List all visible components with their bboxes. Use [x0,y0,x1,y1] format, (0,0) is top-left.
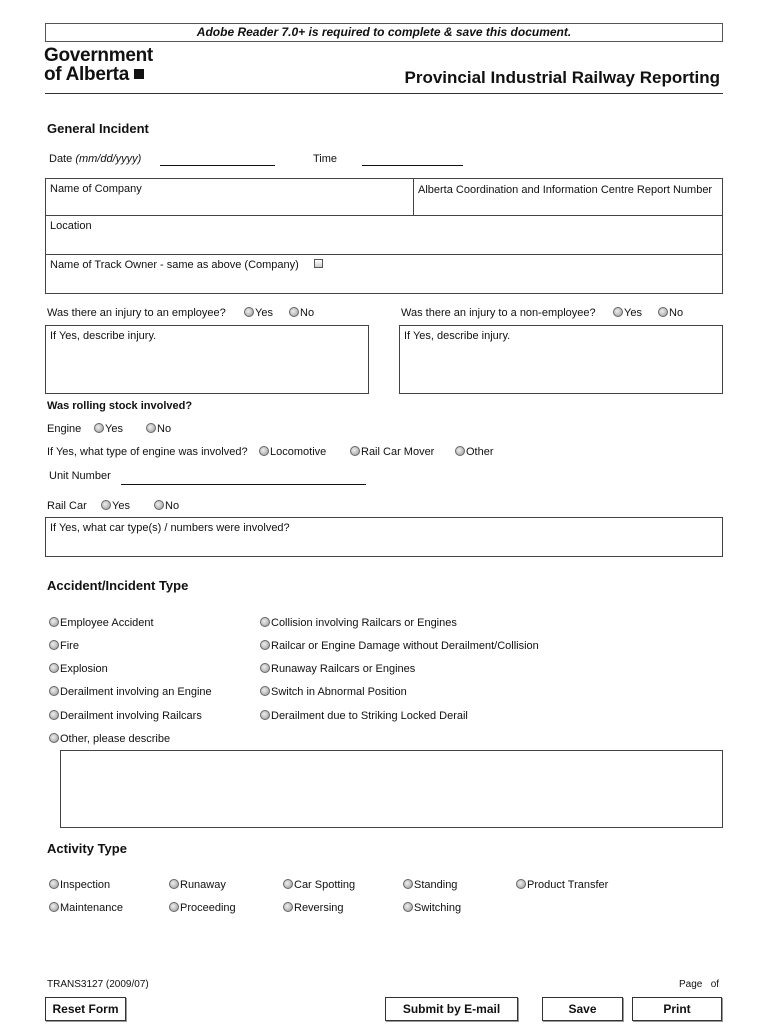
track-owner-field[interactable] [45,254,723,294]
location-field[interactable] [45,215,723,255]
time-input[interactable] [362,165,463,166]
incident-explosion-radio[interactable]: Explosion [49,663,108,675]
non-employee-injury-question: Was there an injury to a non-employee? [401,307,596,319]
government-of-alberta-logo [44,46,153,84]
adobe-reader-notice: Adobe Reader 7.0+ is required to complete & save this document. [45,23,723,42]
submit-by-email-button[interactable]: Submit by E-mail [385,997,518,1021]
activity-reversing-radio[interactable]: Reversing [283,902,344,914]
same-as-company-checkbox[interactable] [314,259,323,268]
save-button[interactable]: Save [542,997,623,1021]
report-number-label: Alberta Coordination and Information Centre Report Number [418,184,713,196]
incident-other-radio[interactable]: Other, please describe [49,733,170,745]
engine-type-rail-car-mover-radio[interactable]: Rail Car Mover [350,446,434,458]
non-employee-injury-yes-radio[interactable]: Yes [613,307,642,319]
incident-type-heading: Accident/Incident Type [47,578,189,593]
employee-injury-yes-radio[interactable]: Yes [244,307,273,319]
incident-fire-radio[interactable]: Fire [49,640,79,652]
activity-product-transfer-radio[interactable]: Product Transfer [516,879,608,891]
date-input[interactable] [160,165,275,166]
activity-switching-radio[interactable]: Switching [403,902,461,914]
rolling-stock-question: Was rolling stock involved? [47,400,193,412]
non-employee-injury-describe-label: If Yes, describe injury. [404,330,511,342]
incident-employee-accident-radio[interactable]: Employee Accident [49,617,154,629]
activity-runaway-radio[interactable]: Runaway [169,879,226,891]
activity-standing-radio[interactable]: Standing [403,879,457,891]
logo-line-1: Government [44,45,153,66]
non-employee-injury-no-radio[interactable]: No [658,307,683,319]
header-divider [45,93,723,94]
date-label-text: Date [49,153,73,165]
car-types-field[interactable] [45,517,723,557]
date-format-hint: (mm/dd/yyyy) [75,153,142,165]
engine-type-question: If Yes, what type of engine was involved? [47,446,248,458]
time-label: Time [313,153,338,165]
incident-derailment-railcars-radio[interactable]: Derailment involving Railcars [49,710,202,722]
employee-injury-no-radio[interactable]: No [289,307,314,319]
engine-no-radio[interactable]: No [146,423,171,435]
non-employee-injury-description[interactable] [399,325,723,394]
incident-switch-abnormal-radio[interactable]: Switch in Abnormal Position [260,686,407,698]
incident-locked-derail-radio[interactable]: Derailment due to Striking Locked Derail [260,710,468,722]
unit-number-input[interactable] [121,484,366,485]
employee-injury-description[interactable] [45,325,369,394]
logo-square-icon [134,69,144,79]
general-incident-heading: General Incident [47,121,149,136]
company-name-field[interactable] [45,178,414,216]
engine-type-locomotive-radio[interactable]: Locomotive [259,446,326,458]
engine-yes-radio[interactable]: Yes [94,423,123,435]
logo-line-2: of Alberta [44,64,129,85]
incident-runaway-radio[interactable]: Runaway Railcars or Engines [260,663,415,675]
activity-car-spotting-radio[interactable]: Car Spotting [283,879,355,891]
incident-damage-without-derailment-radio[interactable]: Railcar or Engine Damage without Derailment/Collision [260,640,539,652]
form-number: TRANS3127 (2009/07) [47,979,149,990]
activity-type-heading: Activity Type [47,841,127,856]
date-label [49,153,141,165]
activity-maintenance-radio[interactable]: Maintenance [49,902,123,914]
page-indicator [679,979,719,990]
employee-injury-describe-label: If Yes, describe injury. [50,330,157,342]
rail-car-no-radio[interactable]: No [154,500,179,512]
rail-car-yes-radio[interactable]: Yes [101,500,130,512]
incident-derailment-engine-radio[interactable]: Derailment involving an Engine [49,686,212,698]
document-title: Provincial Industrial Railway Reporting [404,68,720,87]
company-name-label: Name of Company [50,183,142,195]
engine-label: Engine [47,423,82,435]
car-types-label: If Yes, what car type(s) / numbers were involved? [50,522,290,534]
engine-type-other-radio[interactable]: Other [455,446,494,458]
page-of-label: of [710,979,720,990]
activity-inspection-radio[interactable]: Inspection [49,879,110,891]
location-label: Location [50,220,92,232]
reset-form-button[interactable]: Reset Form [45,997,126,1021]
activity-proceeding-radio[interactable]: Proceeding [169,902,236,914]
incident-collision-radio[interactable]: Collision involving Railcars or Engines [260,617,457,629]
rail-car-label: Rail Car [47,500,87,512]
report-number-field[interactable] [413,178,723,216]
other-description-field[interactable] [60,750,723,828]
print-button[interactable]: Print [632,997,722,1021]
unit-number-label: Unit Number [49,470,111,482]
track-owner-label: Name of Track Owner - same as above (Company) [50,259,299,271]
page-label: Page [679,979,703,990]
employee-injury-question: Was there an injury to an employee? [47,307,226,319]
